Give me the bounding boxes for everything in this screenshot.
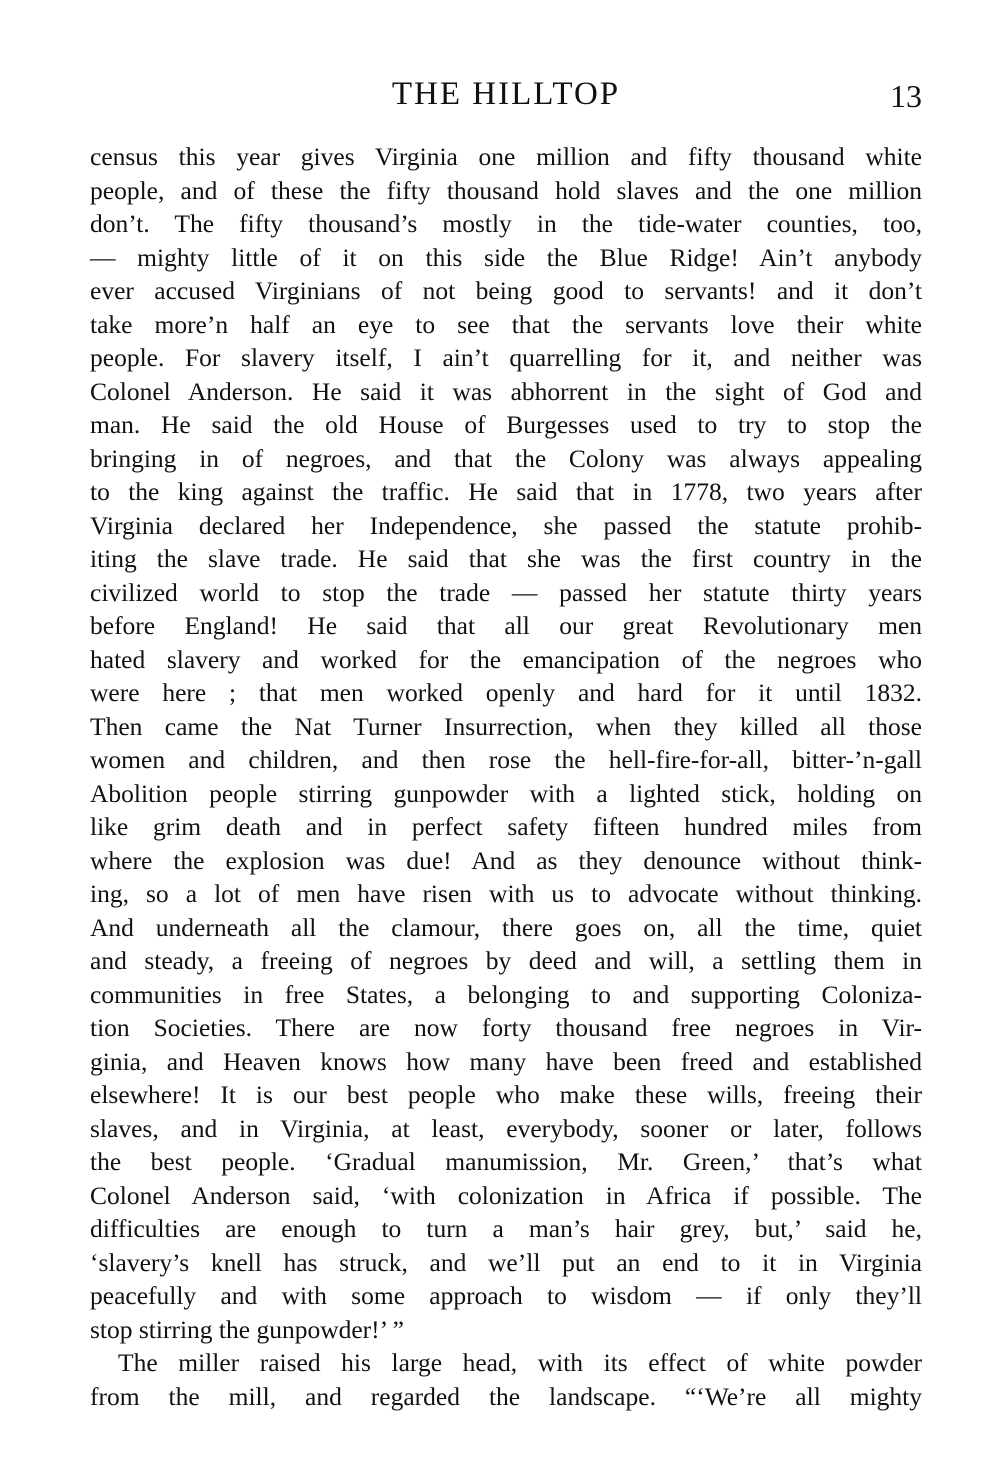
page-number: 13 (890, 78, 922, 114)
text-line: bringing in of negroes, and that the Colony was always appealing (90, 443, 922, 473)
text-line: man. He said the old House of Burgesses used to try to stop the (90, 410, 922, 439)
text-line: slaves, and in Virginia, at least, everybody, sooner or later, follows (90, 1113, 922, 1143)
text-line: from the mill, and regarded the landscape. “‘We’re all mighty (90, 1381, 922, 1411)
text-line: difficulties are enough to turn a man’s hair grey, but,’ said he, (90, 1214, 922, 1243)
text-line: were here ; that men worked openly and hard for it until 1832. (90, 678, 922, 707)
text-line: And underneath all the clamour, there goes on, all the time, quiet (90, 912, 922, 942)
text-line: don’t. The fifty thousand’s mostly in the tide-water counties, too, (90, 209, 922, 238)
text-line: take more’n half an eye to see that the servants love their white (90, 309, 922, 339)
text-line: — mighty little of it on this side the Blue Ridge! Ain’t anybody (90, 242, 922, 272)
text-line: Abolition people stirring gunpowder with a lighted stick, holding on (90, 778, 922, 808)
text-line: Colonel Anderson said, ‘with colonization in Africa if possible. The (90, 1180, 922, 1210)
text-line: women and children, and then rose the hell-fire-for-all, bitter-’n-gall (90, 745, 922, 774)
text-line: census this year gives Virginia one million and fifty thousand white (90, 142, 922, 171)
text-line: tion Societies. There are now forty thousand free negroes in Vir- (90, 1013, 922, 1042)
text-line: the best people. ‘Gradual manumission, Mr. Green,’ that’s what (90, 1147, 922, 1176)
text-line: people. For slavery itself, I ain’t quarrelling for it, and neither was (90, 343, 922, 372)
text-line: hated slavery and worked for the emancipation of the negroes who (90, 644, 922, 674)
text-line: Virginia declared her Independence, she passed the statute prohib- (90, 510, 922, 540)
page-header (90, 74, 922, 114)
running-title: THE HILLTOP (391, 76, 621, 112)
text-line: like grim death and in perfect safety fifteen hundred miles from (90, 812, 922, 841)
text-line: iting the slave trade. He said that she was the first country in the (90, 544, 922, 573)
text-line: Colonel Anderson. He said it was abhorrent in the sight of God and (90, 376, 922, 406)
text-line: people, and of these the fifty thousand hold slaves and the one million (90, 175, 922, 205)
text-line: to the king against the traffic. He said that in 1778, two years after (90, 477, 922, 506)
text-line: before England! He said that all our great Revolutionary men (90, 611, 922, 640)
text-line: where the explosion was due! And as they denounce without think- (90, 845, 922, 875)
text-line: stop stirring the gunpowder!’ ” (90, 1314, 404, 1344)
text-line: ever accused Virginians of not being good to servants! and it don’t (90, 276, 922, 305)
body-text (90, 140, 922, 1413)
text-line: ing, so a lot of men have risen with us to advocate without thinking. (90, 879, 922, 908)
text-line: elsewhere! It is our best people who make these wills, freeing their (90, 1080, 922, 1109)
paragraph-start-line: The miller raised his large head, with its effect of white powder (118, 1348, 922, 1377)
text-line: ginia, and Heaven knows how many have been freed and established (90, 1046, 922, 1076)
text-line: civilized world to stop the trade — passed her statute thirty years (90, 577, 922, 607)
text-line: peacefully and with some approach to wisdom — if only they’ll (90, 1281, 922, 1310)
text-line: ‘slavery’s knell has struck, and we’ll put an end to it in Virginia (90, 1247, 922, 1277)
text-line: Then came the Nat Turner Insurrection, when they killed all those (90, 711, 922, 741)
text-line: communities in free States, a belonging to and supporting Coloniza- (90, 979, 922, 1009)
text-line: and steady, a freeing of negroes by deed and will, a settling them in (90, 946, 922, 975)
